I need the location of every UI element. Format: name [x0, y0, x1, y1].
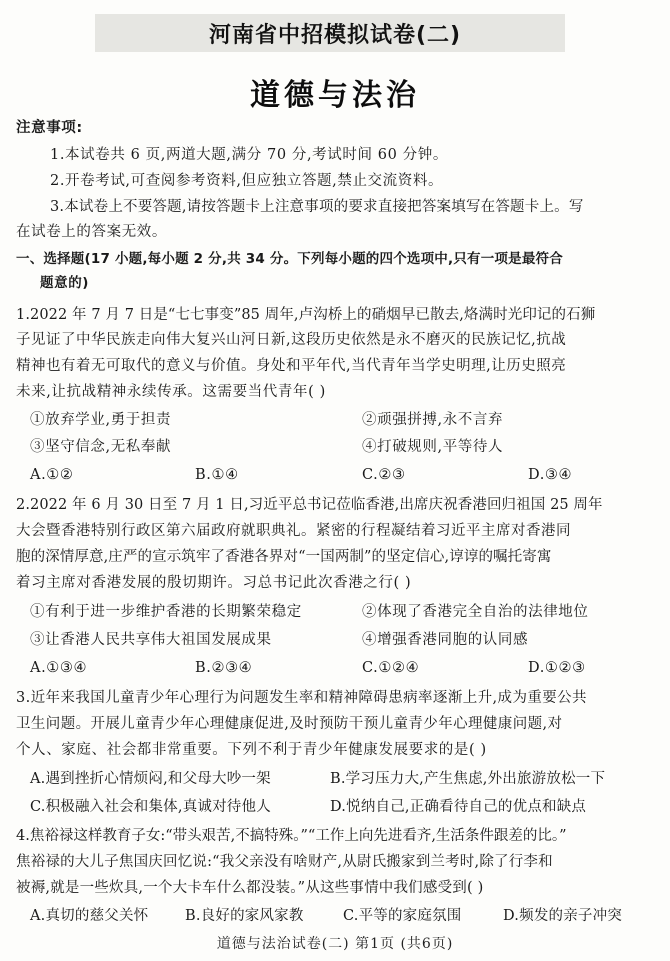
notice-item-3-line-1: 3.本试卷上不要答题,请按答题卡上注意事项的要求直接把答案填写在答题卡上。写	[50, 199, 584, 215]
q2-statement-3: ③让香港人民共享伟大祖国发展成果	[30, 632, 272, 648]
q2-choice-d: D.①②③	[528, 660, 586, 676]
q2-statement-4: ④增强香港同胞的认同感	[362, 632, 529, 648]
q3-choice-c: C.积极融入社会和集体,真诚对待他人	[30, 799, 271, 815]
q1-statement-4: ④打破规则,平等待人	[362, 439, 504, 455]
exam-title: 河南省中招模拟试卷(二)	[208, 23, 462, 48]
q3-stem-line-2: 卫生问题。开展儿童青少年心理健康促进,及时预防干预儿童青少年心理健康问题,对	[16, 716, 563, 732]
q3-choice-d: D.悦纳自己,正确看待自己的优点和缺点	[330, 799, 587, 815]
notice-item-1: 1.本试卷共 6 页,两道大题,满分 70 分,考试时间 60 分钟。	[50, 147, 448, 163]
q2-stem-line-1: 2.2022 年 6 月 30 日至 7 月 1 日,习近平总书记莅临香港,出席庆祝香港回归祖国 25 周年	[16, 497, 603, 513]
q1-stem-line-4: 未来,让抗战精神永续传承。这需要当代青年( )	[16, 384, 326, 400]
q4-stem-line-2: 焦裕禄的大儿子焦国庆回忆说:“我父亲没有啥财产,从尉氏搬家到兰考时,除了行李和	[16, 854, 553, 870]
q2-stem-line-4: 着习主席对香港发展的殷切期许。习总书记此次香港之行( )	[16, 575, 412, 591]
q1-choice-d: D.③④	[528, 467, 573, 483]
q3-stem-line-3: 个人、家庭、社会都非常重要。下列不利于青少年健康发展要求的是( )	[16, 742, 487, 758]
q4-choice-b: B.良好的家风家教	[185, 908, 304, 924]
q2-statement-2: ②体现了香港完全自治的法律地位	[362, 604, 589, 620]
q2-stem-line-3: 胞的深情厚意,庄严的宣示筑牢了香港各界对“一国两制”的坚定信心,谆谆的嘱托寄寓	[16, 549, 552, 565]
notice-item-3-line-2: 在试卷上的答案无效。	[16, 224, 167, 240]
section-1-heading-line-1: 一、选择题(17 小题,每小题 2 分,共 34 分。下列每小题的四个选项中,只有一项是最符合	[16, 251, 563, 267]
q1-choice-a: A.①②	[30, 467, 74, 483]
q1-choice-b: B.①④	[195, 467, 239, 483]
q1-statement-1: ①放弃学业,勇于担责	[30, 412, 172, 428]
q2-choice-b: B.②③④	[195, 660, 253, 676]
q4-choice-d: D.频发的亲子冲突	[503, 908, 623, 924]
q2-stem-line-2: 大会暨香港特别行政区第六届政府就职典礼。紧密的行程凝结着习近平主席对香港同	[16, 523, 571, 539]
subject-title: 道德与法治	[250, 78, 420, 113]
q1-stem-line-2: 子见证了中华民族走向伟大复兴山河日新,这段历史依然是永不磨灭的民族记忆,抗战	[16, 332, 567, 348]
q1-choice-c: C.②③	[362, 467, 406, 483]
q2-choice-c: C.①②④	[362, 660, 420, 676]
q4-stem-line-1: 4.焦裕禄这样教育子女:“带头艰苦,不搞特殊。”“工作上向先进看齐,生活条件跟差的比。”	[16, 828, 567, 844]
page-footer: 道德与法治试卷(二) 第1页 (共6页)	[216, 936, 454, 952]
notice-heading: 注意事项:	[16, 120, 83, 136]
q3-stem-line-1: 3.近年来我国儿童青少年心理行为问题发生率和精神障碍患病率逐渐上升,成为重要公共	[16, 690, 587, 706]
q1-stem-line-3: 精神也有着无可取代的意义与价值。身处和平年代,当代青年当学史明理,让历史照亮	[16, 358, 567, 374]
q1-statement-3: ③坚守信念,无私奉献	[30, 439, 172, 455]
section-1-heading-line-2: 题意的)	[40, 275, 90, 291]
q3-choice-a: A.遇到挫折心情烦闷,和父母大吵一架	[30, 771, 271, 787]
q4-stem-line-3: 被褥,就是一些炊具,一个大卡车什么都没装。”从这些事情中我们感受到( )	[16, 880, 484, 896]
q1-stem-line-1: 1.2022 年 7 月 7 日是“七七事变”85 周年,卢沟桥上的硝烟早已散去,烙满时光印记的石狮	[16, 307, 596, 323]
q3-choice-b: B.学习压力大,产生焦虑,外出旅游放松一下	[330, 771, 606, 787]
notice-item-2: 2.开卷考试,可查阅参考资料,但应独立答题,禁止交流资料。	[50, 173, 444, 189]
q2-choice-a: A.①③④	[30, 660, 88, 676]
q1-statement-2: ②顽强拼搏,永不言弃	[362, 412, 504, 428]
q2-statement-1: ①有利于进一步维护香港的长期繁荣稳定	[30, 604, 302, 620]
q4-choice-a: A.真切的慈父关怀	[30, 908, 149, 924]
q4-choice-c: C.平等的家庭氛围	[343, 908, 462, 924]
